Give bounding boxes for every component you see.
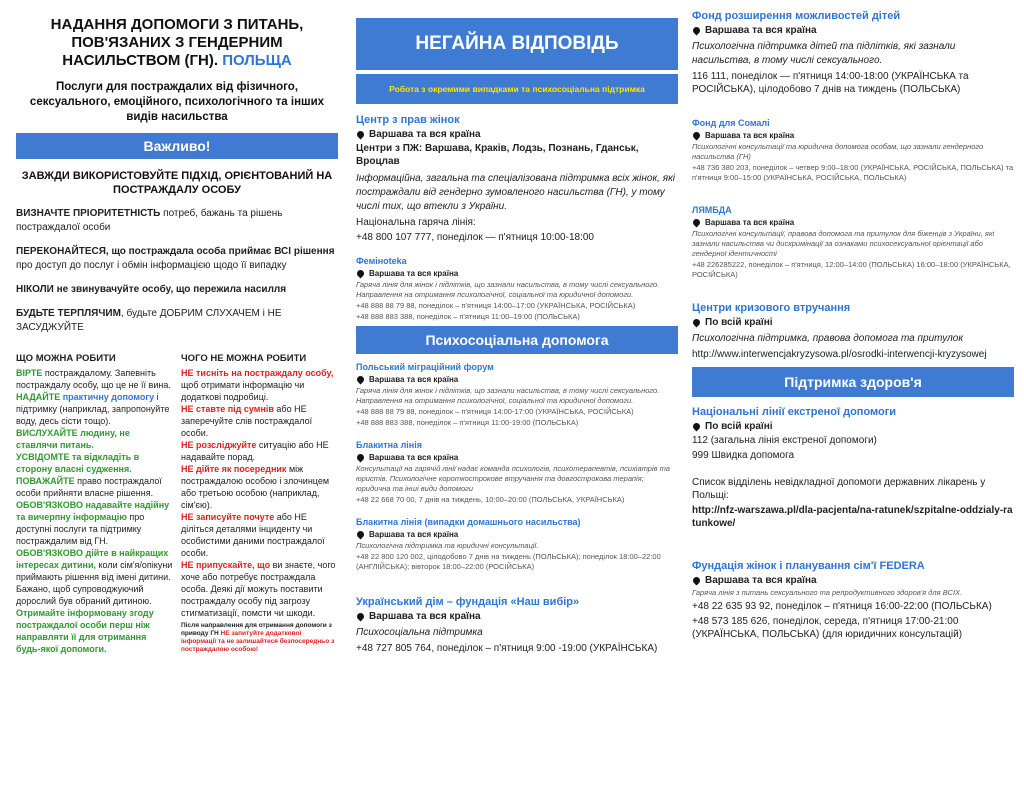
psychosocial-banner: Психосоціальна допомога xyxy=(356,326,678,354)
do-item xyxy=(16,547,173,607)
org-location xyxy=(356,611,678,622)
do-text: право постраждалої особи прийняти власне рішення. xyxy=(16,476,162,498)
casework-banner: Робота з окремими випадками та психосоціальна підтримка xyxy=(356,74,678,104)
org-location-text: Варшава та вся країна xyxy=(369,611,481,622)
dont-item xyxy=(181,403,338,439)
dont-text: або НЕ заперечуйте слів постраждалої особи. xyxy=(181,404,313,438)
important-banner: Важливо! xyxy=(16,133,338,159)
org-location-text: По всій країні xyxy=(705,317,773,328)
org-location-text: Варшава та вся країна xyxy=(369,530,459,539)
urgent-response-banner: НЕГАЙНА ВІДПОВІДЬ xyxy=(356,18,678,70)
dont-item xyxy=(181,559,338,619)
tip-emphasis: ПЕРЕКОНАЙТЕСЯ, що постраждала особа приймає ВСІ рішення xyxy=(16,246,335,257)
org-contact: +48 573 185 626, понеділок, середа, п'ятниця 17:00-21:00 (УКРАЇНСЬКА, ПОЛЬСЬКА) (для юридичних консультацій) xyxy=(692,616,963,640)
dont-highlight: НЕ ставте під сумнів xyxy=(181,404,274,414)
do-item xyxy=(16,607,173,655)
map-pin-icon xyxy=(356,269,366,279)
dont-highlight: НЕ припускайте, що xyxy=(181,560,271,570)
do-highlight: ВІРТЕ xyxy=(16,368,43,378)
org-name: Центр з прав жінок xyxy=(356,114,460,126)
org-name: Національні лінії екстреної допомоги xyxy=(692,406,897,418)
org-contact: Національна гаряча лінія: xyxy=(356,217,476,228)
org-location xyxy=(356,530,678,539)
dont-text: ситуацію або НЕ надавайте порад. xyxy=(181,440,329,462)
do-item xyxy=(16,367,173,391)
org-contact: +48 22 668 70 00, 7 днів на тиждень, 10:00–20:00 (ПОЛЬСЬКА, УКРАЇНСЬКА) xyxy=(356,495,625,504)
tip-emphasis: БУДЬТЕ ТЕРПЛЯЧИМ xyxy=(16,308,121,319)
right-column xyxy=(692,0,1014,641)
dont-heading: ЧОГО НЕ МОЖНА РОБИТИ xyxy=(181,353,307,364)
tip-item xyxy=(16,307,338,335)
org-card xyxy=(356,440,678,505)
org-contact: +48 888 883 388, понеділок – п'ятниця 11:00–19:00 (ПОЛЬСЬКА) xyxy=(356,312,580,321)
org-description: Психологічна підтримка та юридичні консультації. xyxy=(356,541,539,550)
tip-item xyxy=(16,207,338,235)
do-list xyxy=(16,353,173,655)
org-contact: 116 111, понеділок — п'ятниця 14:00-18:00 (УКРАЇНСЬКА та РОСІЙСЬКА), цілодобово 7 днів на тиждень (ПОЛЬСЬКА) xyxy=(692,71,969,95)
page-title xyxy=(16,16,338,70)
do-highlight: Отримайте інформовану згоду постраждалої особи перш ніж направляти її для отримання будь-якої допомоги. xyxy=(16,608,154,654)
org-contact: +48 22 635 93 92, понеділок – п'ятниця 16:00-22:00 (ПОЛЬСЬКА) xyxy=(692,601,992,612)
org-name: Фундація жінок і планування сім'ї FEDERA xyxy=(692,560,925,572)
map-pin-icon xyxy=(356,130,366,140)
do-highlight: ПОВАЖАЙТЕ xyxy=(16,476,75,486)
left-column xyxy=(16,0,338,655)
org-location-text: Варшава та вся країна xyxy=(369,375,459,384)
org-location-text: Варшава та вся країна xyxy=(369,129,481,140)
org-card xyxy=(356,596,678,655)
tip-text: потреб, бажань та рішень постраждалої особи xyxy=(16,208,283,233)
org-card xyxy=(356,114,678,244)
dont-highlight: НЕ дійте як посередник xyxy=(181,464,287,474)
org-contact: +48 800 107 777, понеділок — п'ятниця 10:00-18:00 xyxy=(356,232,594,243)
org-contact: +48 888 88 79 88, понеділок – п'ятниця 14:00-17:00 (УКРАЇНСЬКА, РОСІЙСЬКА) xyxy=(356,407,634,416)
org-name: Блакитна лінія (випадки домашнього насильства) xyxy=(356,517,581,527)
org-name: Центри кризового втручання xyxy=(692,302,851,314)
referral-note: Після направлення для отримання допомоги з приводу ГН НЕ запитуйте додаткової інформації та не залишайтеся безпосередньо з постраждалою особою! xyxy=(181,622,335,653)
do-item xyxy=(16,475,173,499)
do-highlight: ВИСЛУХАЙТЕ людину, не ставлячи питань. xyxy=(16,428,130,450)
org-contact: +48 736 380 203, понеділок – четвер 9:00–18:00 (УКРАЇНСЬКА, РОСІЙСЬКА, ПОЛЬСЬКА) та п'ятниця 9:00–15:00 (УКРАЇНСЬКА, РОСІЙСЬКА, ПОЛЬСЬКА) xyxy=(692,163,1014,182)
org-location xyxy=(356,269,678,278)
org-name: Польський міграційний форум xyxy=(356,362,494,372)
org-name: ЛЯМБДА xyxy=(692,205,732,215)
org-federa xyxy=(692,560,1014,641)
org-contact: +48 888 88 79 88, понеділок – п'ятниця 14:00–17:00 (УКРАЇНСЬКА, РОСІЙСЬКА) xyxy=(356,301,636,310)
do-highlight: НАДАЙТЕ xyxy=(16,392,61,402)
org-contact: +48 727 805 764, понеділок – п'ятниця 9:00 -19:00 (УКРАЇНСЬКА) xyxy=(356,643,658,654)
do-item xyxy=(16,451,173,475)
org-location-text: Варшава та вся країна xyxy=(705,131,795,140)
org-contact: http://www.interwencjakryzysowa.pl/osrodki-interwencji-kryzysowej xyxy=(692,349,987,360)
tip-item xyxy=(16,245,338,273)
do-item xyxy=(16,499,173,547)
page-title-main: НАДАННЯ ДОПОМОГИ З ПИТАНЬ, ПОВ'ЯЗАНИХ З ГЕНДЕРНИМ НАСИЛЬСТВОМ (ГН). xyxy=(50,16,304,69)
dont-text: між постраждалою особою і злочинцем або третьою особою (наприклад, сім'єю). xyxy=(181,464,330,510)
org-location-text: Варшава та вся країна xyxy=(369,453,459,462)
do-text: постраждалому. Запевніть постраждалу особу, що це не її вина. xyxy=(16,368,171,390)
do-item xyxy=(16,391,173,427)
org-card xyxy=(692,205,1014,280)
page-title-country: ПОЛЬЩА xyxy=(222,52,292,69)
dont-item xyxy=(181,511,338,559)
dos-and-donts xyxy=(16,353,338,655)
do-highlight-blue: практичну допомогу xyxy=(60,392,155,402)
org-name: Фонд розширення можливостей дітей xyxy=(692,10,901,22)
tip-text: про доступ до послуг і обмін інформацією щодо її випадку xyxy=(16,260,287,271)
org-location xyxy=(356,375,678,384)
org-location xyxy=(692,317,1014,328)
page-subtitle: Послуги для постраждалих від фізичного, сексуального, емоційного, психологічного та інших видів насильства xyxy=(29,81,325,123)
do-highlight: ОБОВ'ЯЗКОВО надавайте надійну та вичерпну інформацію xyxy=(16,500,170,522)
org-location: По всій країні xyxy=(692,421,1014,432)
do-highlight: УСВІДОМТЕ та відкладіть в сторону власні судження. xyxy=(16,452,140,474)
org-description: Гаряча лінія з питань сексуального та репродуктивного здоров'я для ВСІХ. xyxy=(692,588,963,597)
org-description: Гаряча лінія для жінок і підлітків, що зазнали насильства, в тому числі сексуального. Направлення на отримання психологічної, соціальної та юридичної допомоги. xyxy=(356,280,660,299)
org-description: Інформаційна, загальна та спеціалізована підтримка всіх жінок, які постраждали від гендерно зумовленого насильства (ГН), у тому числі тих, що втекли з України. xyxy=(356,173,676,212)
dont-text: або НЕ діліться деталями інциденту чи особистими даними постраждалої особи. xyxy=(181,512,325,558)
org-description: Гаряча лінія для жінок і підлітків, що зазнали насильства, в тому числі сексуального. Направлення на отримання психологічної, соціальної та юридичної допомоги. xyxy=(356,386,660,405)
org-contact: +48 888 883 388, понеділок – п'ятниця 11:00-19:00 (ПОЛЬСЬКА) xyxy=(356,418,579,427)
dont-text: щоб отримати інформацію чи додаткові подробиці. xyxy=(181,380,305,402)
hotline-112: 112 (загальна лінія екстреної допомоги) xyxy=(692,435,877,446)
map-pin-icon xyxy=(692,218,702,228)
do-text: коли сім'я/опікуни приймають рішення від імені дитини. Бажано, щоб супроводжуючий дорослий був обраний дитиною. xyxy=(16,560,173,606)
org-card xyxy=(692,118,1014,183)
org-location xyxy=(692,218,1014,227)
dont-item xyxy=(181,367,338,403)
dont-item xyxy=(181,463,338,511)
middle-column xyxy=(356,0,678,655)
org-location-text: Варшава та вся країна xyxy=(369,269,459,278)
tips-list xyxy=(16,207,338,335)
org-name: Фонд для Сомалі xyxy=(692,118,770,128)
org-card xyxy=(692,302,1014,361)
dont-text: ви знаєте, чого хоче або потребує постраждала особа. Деякі дії можуть поставити постраждалу особу під загрозу стигматизації, помсти чи шкоди. xyxy=(181,560,336,618)
tip-item xyxy=(16,283,338,297)
org-name: Феміноteka xyxy=(356,256,407,266)
org-emergency-hotlines xyxy=(692,406,1014,530)
hospitals-text: Список відділень невідкладної допомоги державних лікарень у Польщі: xyxy=(692,477,986,501)
hotline-999: 999 Швидка допомога xyxy=(692,450,795,461)
org-name: Український дім – фундація «Наш вибір» xyxy=(356,596,580,608)
map-pin-icon xyxy=(356,612,366,622)
org-location: Варшава та вся країна xyxy=(692,575,1014,586)
map-pin-icon xyxy=(692,26,702,36)
org-offices: Центри з ПЖ: Варшава, Краків, Лодзь, Познань, Гданськ, Вроцлав xyxy=(356,143,639,167)
map-pin-icon xyxy=(356,530,366,540)
org-description: Психологічні консультації та юридична допомога особам, що зазнали гендерного насильства (ГН) xyxy=(692,142,984,161)
map-pin-icon xyxy=(356,375,366,385)
org-location xyxy=(356,453,678,462)
org-card xyxy=(692,10,1014,96)
do-item xyxy=(16,427,173,451)
org-location-text: Варшава та вся країна xyxy=(705,25,817,36)
org-contact: +48 226285222, понеділок – п'ятниця, 12:00–14:00 (ПОЛЬСЬКА) 16:00–18:00 (УКРАЇНСЬКА, РОСІЙСЬКА) xyxy=(692,260,1011,279)
dont-list xyxy=(181,353,338,655)
org-contact: +48 22 800 120 002, цілодобово 7 днів на тиждень (ПОЛЬСЬКА); понеділок 18:00–22:00 (АНГЛІЙСЬКА); вівторок 18:00–22:00 (РОСІЙСЬКА) xyxy=(356,552,661,571)
org-description: Психологічні консультації, правова допомога та притулок для біженців з України, які зазнали насильства чи дискримінації за ознаками психосексуальної орієнтації або гендерної ідентичності xyxy=(692,229,995,258)
map-pin-icon xyxy=(692,318,702,328)
do-highlight: ОБОВ'ЯЗКОВО дійте в найкращих інтересах дитини, xyxy=(16,548,169,570)
do-heading: ЩО МОЖНА РОБИТИ xyxy=(16,353,116,364)
tip-emphasis: ВИЗНАЧТЕ ПРІОРИТЕТНІСТЬ xyxy=(16,208,161,219)
hospitals-link[interactable]: http://nfz-warszawa.pl/dla-pacjenta/na-ratunek/szpitalne-oddzialy-ratunkowe/ xyxy=(692,505,1013,529)
map-pin-icon xyxy=(692,131,702,141)
dont-highlight: НЕ записуйте почуте xyxy=(181,512,275,522)
org-card xyxy=(356,517,678,572)
dont-highlight: НЕ тисніть на постраждалу особу, xyxy=(181,368,334,378)
org-description: Консультації на гарячій лінії надає команда психологів, психотерапевтів, психіатрів та юристів. Психологічне короткострокове втручання та довгострокова терапія; юридична та інші види допомоги xyxy=(356,464,670,493)
org-location xyxy=(692,25,1014,36)
org-location xyxy=(692,131,1014,140)
tip-text: , будьте ДОБРИМ СЛУХАЧЕМ і НЕ ЗАСУДЖУЙТЕ xyxy=(16,308,282,333)
org-description: Психологічна підтримка дітей та підлітків, які зазнали насильства, в тому числі сексуального. xyxy=(692,41,956,66)
survivor-centered-warning: ЗАВЖДИ ВИКОРИСТОВУЙТЕ ПІДХІД, ОРІЄНТОВАНИЙ НА ПОСТРАЖДАЛУ ОСОБУ xyxy=(21,170,333,196)
map-pin-icon xyxy=(692,422,702,432)
org-description: Психологічна підтримка, правова допомога та притулок xyxy=(692,333,964,344)
org-description: Психосоціальна підтримка xyxy=(356,627,483,638)
org-card xyxy=(356,256,678,322)
map-pin-icon xyxy=(356,453,366,463)
dont-highlight: НЕ розсліджуйте xyxy=(181,440,257,450)
map-pin-icon xyxy=(692,576,702,586)
tip-emphasis: НІКОЛИ не звинувачуйте особу, що пережила насилля xyxy=(16,284,287,295)
org-card xyxy=(356,362,678,428)
health-support-banner: Підтримка здоров'я xyxy=(692,367,1014,397)
dont-item xyxy=(181,439,338,463)
org-name: Блакитна лінія xyxy=(356,440,422,450)
org-location xyxy=(356,129,678,140)
org-location-text: Варшава та вся країна xyxy=(705,218,795,227)
do-text: і підтримку (наприклад, запропонуйте воду, десь сісти тощо). xyxy=(16,392,170,426)
do-text: про доступні послуги та підтримку постраждалим від ГН. xyxy=(16,512,145,546)
